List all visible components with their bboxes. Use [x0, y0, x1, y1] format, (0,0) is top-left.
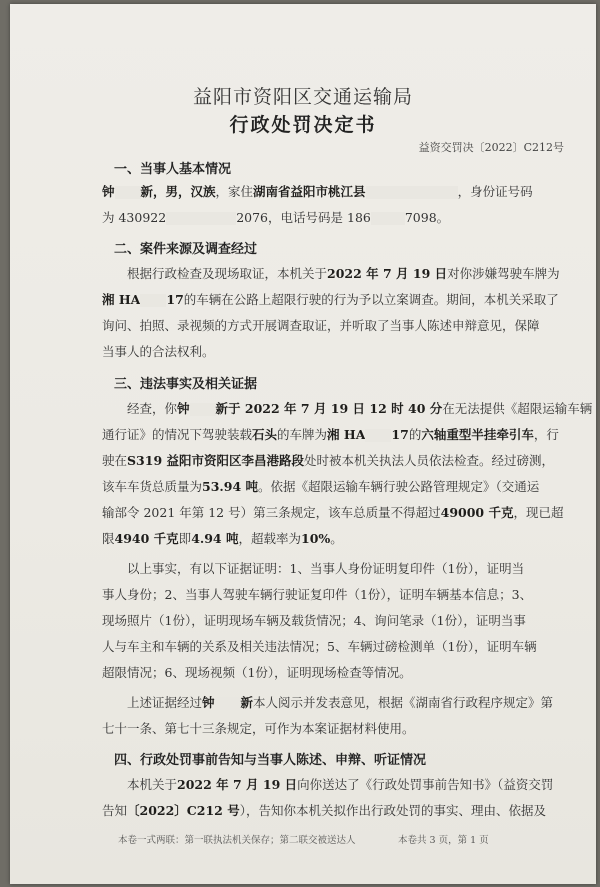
document-page: [10, 4, 596, 884]
section1-line1: 钟 新，男，汉族，家住湖南省益阳市桃江县 ，身份证号码: [102, 184, 533, 199]
section2-heading: 二、案件来源及调查经过: [114, 242, 258, 257]
section2-line3: 询问、拍照、录视频的方式开展调查取证，并听取了当事人陈述申辩意见，保障: [102, 318, 540, 333]
section1-line2: 为 430922 2076，电话号码是 186 7098。: [102, 210, 450, 225]
section1-heading: 一、当事人基本情况: [114, 162, 232, 177]
section4-line2: 告知〔2022〕C212 号），告知你本机关拟作出行政处罚的事实、理由、依据及: [102, 803, 546, 818]
section3-p2-line1: 以上事实，有以下证据证明：1、当事人身份证明复印件（1份），证明当: [127, 561, 525, 576]
section3-p2-line4: 人与车主和车辆的关系及相关违法情况；5、车辆过磅检测单（1份），证明车辆: [102, 639, 537, 654]
agency-name: 益阳市资阳区交通运输局: [192, 86, 413, 108]
section3-p1-line2: 通行证》的情况下驾驶装载石头的车牌为湘 HA 17的六轴重型半挂牵引车，行: [102, 427, 559, 442]
section3-p3-line2: 七十一条、第七十三条规定，可作为本案证据材料使用。: [102, 721, 415, 736]
section3-p1-line1: 经查，你钟 新于 2022 年 7 月 19 日 12 时 40 分在无法提供《超限运输车辆: [127, 401, 593, 416]
section3-p1-line5: 输部令 2021 年第 12 号）第三条规定，该车总质量不得超过49000 千克，现已超: [102, 505, 564, 520]
section3-heading: 三、违法事实及相关证据: [114, 377, 258, 392]
section4-line1: 本机关于2022 年 7 月 19 日向你送达了《行政处罚事前告知书》（益资交罚: [127, 777, 554, 792]
section2-line4: 当事人的合法权利。: [102, 344, 215, 359]
section3-p1-line3: 驶在S319 益阳市资阳区李昌港路段处时被本机关执法人员依法检查。经过磅测，: [102, 453, 555, 468]
section3-p2-line2: 事人身份；2、当事人驾驶车辆行驶证复印件（1份），证明车辆基本信息；3、: [102, 587, 533, 602]
section3-p2-line3: 现场照片（1份），证明现场车辆及载货情况；4、询问笔录（1份），证明当事: [102, 613, 526, 628]
section2-line2: 湘 HA 17的车辆在公路上超限行驶的行为予以立案调查。期间，本机关采取了: [102, 292, 559, 307]
footer-note: 本卷一式两联：第一联执法机关保存；第二联交被送达人: [118, 835, 356, 846]
section3-p3-line1: 上述证据经过钟 新本人阅示并发表意见，根据《湖南省行政程序规定》第: [127, 695, 554, 710]
section2-line1: 根据行政检查及现场取证，本机关于2022 年 7 月 19 日对你涉嫌驾驶车牌为: [127, 266, 560, 281]
section4-heading: 四、行政处罚事前告知与当事人陈述、申辩、听证情况: [114, 753, 427, 768]
section3-p1-line6: 限4940 千克即4.94 吨，超载率为10%。: [102, 531, 343, 546]
section3-p1-line4: 该车车货总质量为53.94 吨。依据《超限运输车辆行驶公路管理规定》（交通运: [102, 479, 540, 494]
page-count: 本卷共 3 页，第 1 页: [398, 835, 489, 846]
section3-p2-line5: 超限情况；6、现场视频（1份），证明现场检查等情况。: [102, 665, 412, 680]
document-number: 益资交罚决〔2022〕C212号: [418, 141, 564, 154]
document-title: 行政处罚决定书: [229, 114, 377, 136]
